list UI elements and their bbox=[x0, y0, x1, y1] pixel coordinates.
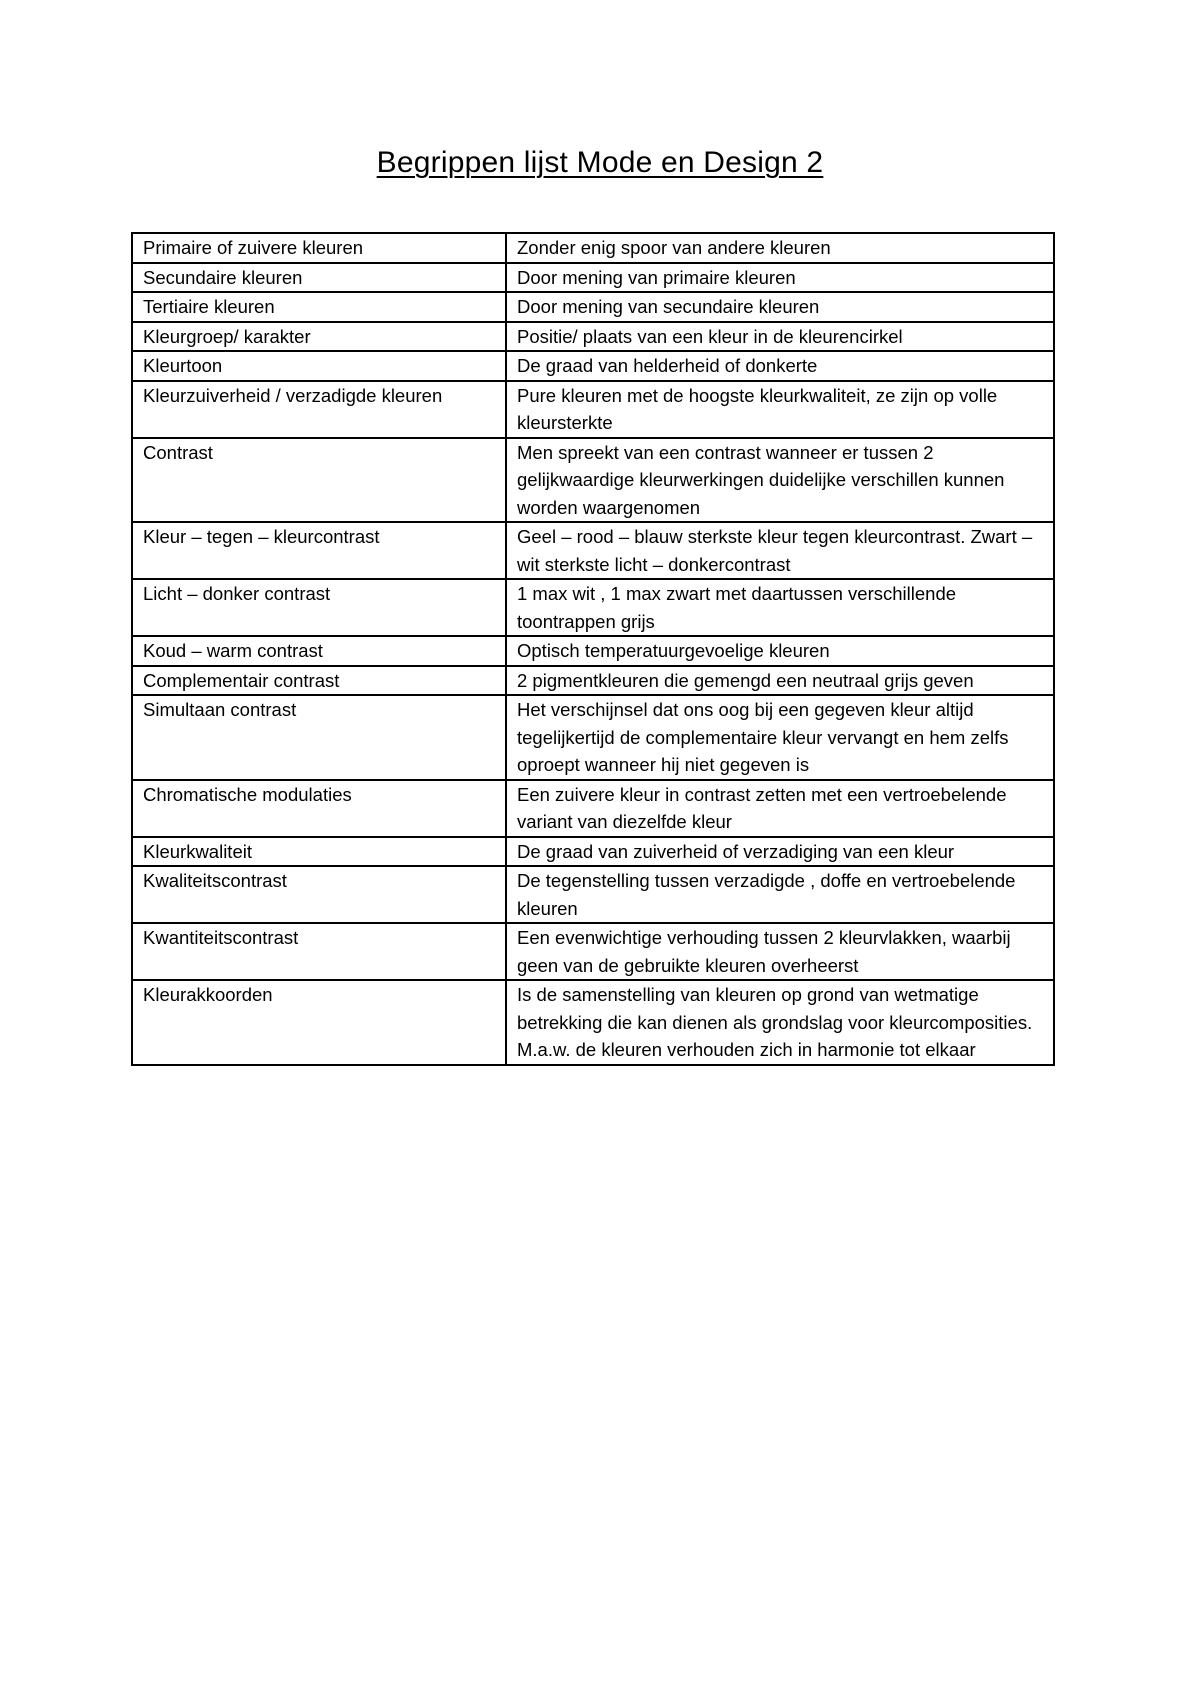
table-row bbox=[132, 438, 1054, 523]
term-cell: Complementair contrast bbox=[132, 666, 506, 696]
definition-cell: Optisch temperatuurgevoelige kleuren bbox=[506, 636, 1054, 666]
definition-cell: Een evenwichtige verhouding tussen 2 kleurvlakken, waarbij geen van de gebruikte kleuren overheerst bbox=[506, 923, 1054, 980]
table-row bbox=[132, 522, 1054, 579]
table-row bbox=[132, 233, 1054, 263]
term-cell: Tertiaire kleuren bbox=[132, 292, 506, 322]
term-cell: Simultaan contrast bbox=[132, 695, 506, 780]
table-row bbox=[132, 866, 1054, 923]
table-row bbox=[132, 666, 1054, 696]
term-cell: Kleurkwaliteit bbox=[132, 837, 506, 867]
table-row bbox=[132, 579, 1054, 636]
table-row bbox=[132, 695, 1054, 780]
definition-cell: De graad van zuiverheid of verzadiging van een kleur bbox=[506, 837, 1054, 867]
definition-cell: Een zuivere kleur in contrast zetten met een vertroebelende variant van diezelfde kleur bbox=[506, 780, 1054, 837]
definition-cell: Het verschijnsel dat ons oog bij een gegeven kleur altijd tegelijkertijd de complementaire kleur vervangt en hem zelfs oproept wanneer hij niet gegeven is bbox=[506, 695, 1054, 780]
definition-cell: 2 pigmentkleuren die gemengd een neutraal grijs geven bbox=[506, 666, 1054, 696]
definition-cell: De graad van helderheid of donkerte bbox=[506, 351, 1054, 381]
table-row bbox=[132, 636, 1054, 666]
table-row bbox=[132, 780, 1054, 837]
table-row bbox=[132, 292, 1054, 322]
term-cell: Kwantiteitscontrast bbox=[132, 923, 506, 980]
definition-cell: Positie/ plaats van een kleur in de kleurencirkel bbox=[506, 322, 1054, 352]
term-cell: Koud – warm contrast bbox=[132, 636, 506, 666]
term-cell: Kleur – tegen – kleurcontrast bbox=[132, 522, 506, 579]
page-title: Begrippen lijst Mode en Design 2 bbox=[376, 146, 824, 179]
table-row bbox=[132, 351, 1054, 381]
term-cell: Kleurakkoorden bbox=[132, 980, 506, 1065]
term-cell: Secundaire kleuren bbox=[132, 263, 506, 293]
definition-cell: Zonder enig spoor van andere kleuren bbox=[506, 233, 1054, 263]
definition-cell: Door mening van primaire kleuren bbox=[506, 263, 1054, 293]
definition-cell: Men spreekt van een contrast wanneer er tussen 2 gelijkwaardige kleurwerkingen duidelijke verschillen kunnen worden waargenomen bbox=[506, 438, 1054, 523]
term-cell: Primaire of zuivere kleuren bbox=[132, 233, 506, 263]
term-cell: Kleurgroep/ karakter bbox=[132, 322, 506, 352]
definition-cell: 1 max wit , 1 max zwart met daartussen verschillende toontrappen grijs bbox=[506, 579, 1054, 636]
definition-cell: Door mening van secundaire kleuren bbox=[506, 292, 1054, 322]
term-cell: Chromatische modulaties bbox=[132, 780, 506, 837]
definition-cell: Pure kleuren met de hoogste kleurkwaliteit, ze zijn op volle kleursterkte bbox=[506, 381, 1054, 438]
table-row bbox=[132, 381, 1054, 438]
definition-cell: Is de samenstelling van kleuren op grond van wetmatige betrekking die kan dienen als grondslag voor kleurcomposities. M.a.w. de kleuren verhouden zich in harmonie tot elkaar bbox=[506, 980, 1054, 1065]
table-row bbox=[132, 322, 1054, 352]
term-cell: Kleurzuiverheid / verzadigde kleuren bbox=[132, 381, 506, 438]
term-cell: Contrast bbox=[132, 438, 506, 523]
term-cell: Kwaliteitscontrast bbox=[132, 866, 506, 923]
table-row bbox=[132, 923, 1054, 980]
definition-cell: Geel – rood – blauw sterkste kleur tegen kleurcontrast. Zwart – wit sterkste licht – donkercontrast bbox=[506, 522, 1054, 579]
table-row bbox=[132, 263, 1054, 293]
term-cell: Kleurtoon bbox=[132, 351, 506, 381]
definition-cell: De tegenstelling tussen verzadigde , doffe en vertroebelende kleuren bbox=[506, 866, 1054, 923]
term-cell: Licht – donker contrast bbox=[132, 579, 506, 636]
glossary-table bbox=[131, 232, 1055, 1066]
table-row bbox=[132, 980, 1054, 1065]
table-row bbox=[132, 837, 1054, 867]
